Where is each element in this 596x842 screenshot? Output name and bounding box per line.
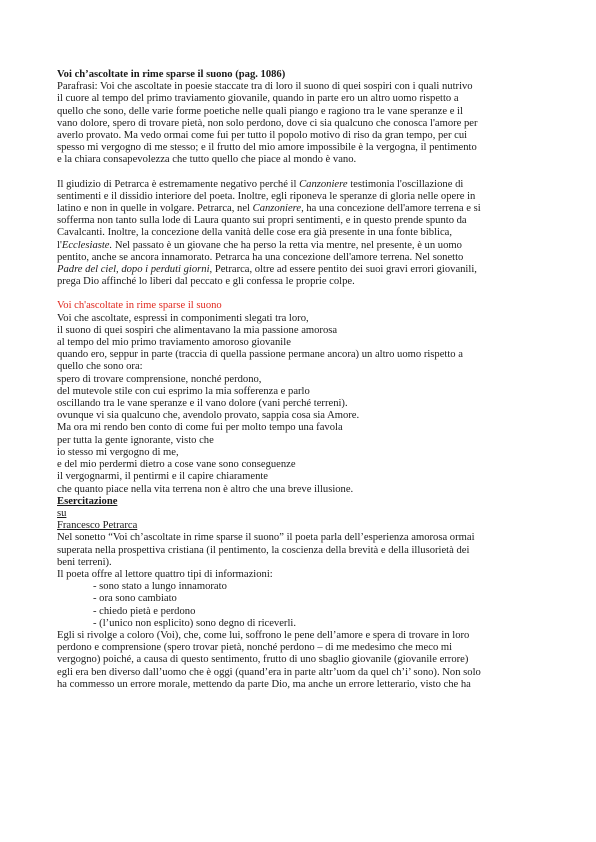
- work-title: Canzoniere: [299, 178, 348, 190]
- giudizio-paragraph: [57, 179, 547, 289]
- text-line: beni terreni).: [57, 556, 112, 568]
- work-title: Canzoniere: [252, 203, 302, 215]
- text-line: Cavalcanti. Inoltre, la concezione della vanità delle cose era già presente in una fonte biblica,: [57, 227, 453, 239]
- text-line: averlo provato. Ma vedo ormai come fui per tutto il popolo motivo di riso da gran tempo, per cui: [57, 130, 468, 142]
- poem-line: oscillando tra le vane speranze e il vano dolore (vani perché terreni).: [57, 398, 348, 410]
- poem-line: io stesso mi vergogno di me,: [57, 446, 179, 458]
- su-label: su: [57, 507, 67, 519]
- text-line: l'Ecclesiaste. Nel passato è un giovane che ha perso la retta via mentre, nel presente, è un uomo: [57, 239, 462, 251]
- poem-line: che quanto piace nella vita terrena non è altro che una breve illusione.: [57, 483, 354, 495]
- poem-line: al tempo del mio primo traviamento amoroso giovanile: [57, 337, 291, 349]
- esercitazione-heading: Esercitazione: [57, 495, 118, 507]
- list-item: - ora sono cambiato: [93, 593, 177, 605]
- poem-line: quando ero, seppur in parte (traccia di quella passione permane ancora) un altro uomo rispetto a: [57, 349, 463, 361]
- poem-line: spero di trovare comprensione, nonché perdono,: [57, 373, 262, 385]
- text-line: prega Dio affinché lo liberi dal peccato e gli confessa le proprie colpe.: [57, 276, 355, 288]
- poem-line: Ma ora mi rendo ben conto di come fui per molto tempo una favola: [57, 422, 343, 434]
- document-title: Voi ch’ascoltate in rime sparse il suono (pag. 1086): [57, 69, 286, 80]
- text-line: egli era ben diverso dall’uomo che è oggi (quand’era in parte altr’uom da quel ch’i’ sono). Non solo: [57, 666, 481, 678]
- text-line: quello che sono, delle varie forme poetiche nelle quali piango e ragiono tra le vane speranze e il: [57, 105, 463, 117]
- text-line: latino e non in quelle in volgare. Petrarca, nel Canzoniere, ha una concezione dell'amore terrena e si: [57, 203, 481, 215]
- text-line: vergogno) poiché, a causa di questo sentimento, frutto di uno sbaglio giovanile (giovanile errore): [57, 654, 469, 666]
- poem-paraphrase: [57, 313, 547, 496]
- poem-line: per tutta la gente ignorante, visto che: [57, 434, 214, 446]
- poem-line: Voi che ascoltate, espressi in componimenti slegati tra loro,: [57, 312, 309, 324]
- text-line: il cuore al tempo del primo traviamento giovanile, quando in parte ero un altro uomo rispetto a: [57, 93, 459, 105]
- author-name: Francesco Petrarca: [57, 520, 138, 532]
- text-line: superata nella prospettiva cristiana (il pentimento, la coscienza della brevità e della illusorietà dei: [57, 544, 470, 556]
- text-line: Nel sonetto “Voi ch’ascoltate in rime sparse il suono” il poeta parla dell’esperienza amorosa ormai: [57, 532, 475, 544]
- poem-line: del mutevole stile con cui esprimo la mia sofferenza e parlo: [57, 385, 310, 397]
- poem-title: Voi ch'ascoltate in rime sparse il suono: [57, 300, 222, 312]
- list-item: - (l’unico non esplicito) sono degno di riceverli.: [93, 617, 296, 629]
- esercitazione-intro: [57, 532, 547, 581]
- parafrasi-paragraph: [57, 81, 547, 166]
- text-line: perdono e comprensione (spero trovar pietà, nonché perdono – di me medesimo che meco mi: [57, 642, 453, 654]
- work-title: Padre del ciel, dopo i perduti giorni: [57, 264, 210, 276]
- poem-line: quello che sono ora:: [57, 361, 143, 373]
- list-item: - chiedo pietà e perdono: [93, 605, 196, 617]
- text-line: sofferma non tanto sulla lode di Laura quanto sui propri sentimenti, e in questo prende spunto da: [57, 215, 467, 227]
- poem-line: il vergognarmi, il pentirmi e il capire chiaramente: [57, 471, 269, 483]
- text-line: Egli si rivolge a coloro (Voi), che, come lui, soffrono le pene dell’amore e spera di trovare in loro: [57, 629, 470, 641]
- text-line: Padre del ciel, dopo i perduti giorni, Petrarca, oltre ad essere pentito dei suoi gravi errori giovanili,: [57, 264, 477, 276]
- text-line: sentimenti e il dissidio interiore del poeta. Inoltre, egli riponeva le speranze di gloria nelle opere in: [57, 190, 476, 202]
- document-page: [57, 69, 547, 691]
- text-line: Il giudizio di Petrarca è estremamente negativo perché il Canzoniere testimonia l'oscillazione di: [57, 178, 464, 190]
- information-list: [57, 581, 547, 630]
- list-item: - sono stato a lungo innamorato: [93, 581, 227, 593]
- text-line: Parafrasi: Voi che ascoltate in poesie staccate tra di loro il suono di quei sospiri con i quali nutrivo: [57, 81, 473, 93]
- text-line: Il poeta offre al lettore quattro tipi di informazioni:: [57, 568, 273, 580]
- poem-line: il suono di quei sospiri che alimentavano la mia passione amorosa: [57, 324, 338, 336]
- poem-line: ovunque vi sia qualcuno che, avendolo provato, sappia cosa sia Amore.: [57, 410, 360, 422]
- text-line: ha commesso un errore morale, mettendo da parte Dio, ma anche un errore letterario, visto che ha: [57, 678, 471, 690]
- text-line: e la chiara consapevolezza che tutto quello che piace al mondo è vano.: [57, 154, 357, 166]
- work-title: Ecclesiaste.: [61, 239, 113, 251]
- esercitazione-outro: [57, 630, 547, 691]
- text-line: spesso mi vergogno di me stesso; e il frutto del mio amore impossibile è la vergogna, il pentimento: [57, 142, 477, 154]
- poem-line: e del mio perdermi dietro a cose vane sono conseguenze: [57, 459, 296, 471]
- text-line: vano dolore, spero di trovare pietà, non solo perdono, dove ci sia qualcuno che conosca l'amore per: [57, 117, 478, 129]
- text-line: pentito, anche se ancora innamorato. Petrarca ha una concezione dell'amore terrena. Nel sonetto: [57, 251, 464, 263]
